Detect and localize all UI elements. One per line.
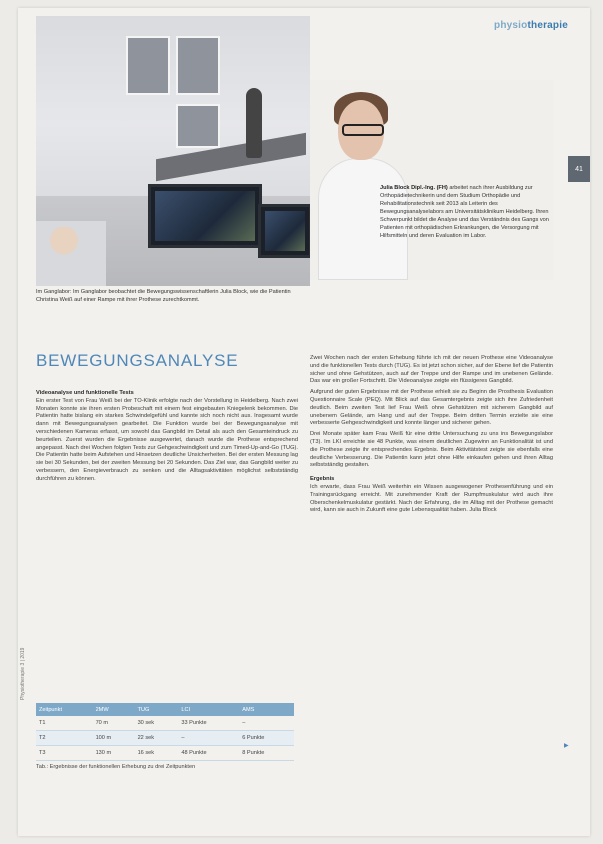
table-header: Zeitpunkt	[36, 703, 93, 716]
right-paragraph-4: Ich erwarte, dass Frau Weiß weiterhin ein Wissen ausgewogener Prothesenführung und ein Trainingsrückgang erreicht. Mit zunehmender Kraft der Rumpfmuskulatur wird auch ihre Oberschenkelmuskulatur gestärkt. Nach der Erfahrung, die im Alltag mit der Prothese gemacht wird, kann sie auch in Zukunft eine gute Lebensqualität haben. Julia Block	[310, 483, 553, 514]
portrait-name: Julia Block Dipl.-Ing. (FH)	[380, 185, 448, 191]
table-row	[36, 716, 294, 731]
glasses-icon	[342, 124, 384, 136]
article-title: BEWEGUNGSANALYSE	[36, 351, 239, 370]
portrait-photo	[310, 80, 553, 280]
table-cell: T2	[36, 731, 93, 746]
right-paragraph-1: Zwei Wochen nach der ersten Erhebung führte ich mit der neuen Prothese eine Videoanalyse und die funktionellen Tests durch (TUG). Es ist jetzt schon sicher, auf der Ebene lief die Patientin sicher und ohne Gehstützen, auch auf der Treppe und der Rampe und im unebenen Gelände. Das war ein großer Fortschritt. Die Videoanalyse zeigte ein flüssigeres Gangbild.	[310, 355, 554, 385]
table-cell: 8 Punkte	[239, 746, 294, 761]
table-cell: 22 sek	[135, 731, 179, 746]
table-cell: 30 sek	[135, 716, 179, 731]
table-header: AMS	[239, 703, 294, 716]
table-header: 2MW	[93, 703, 135, 716]
lab-photo	[36, 16, 310, 286]
article-left-column	[36, 390, 298, 484]
results-table	[36, 703, 294, 761]
section-label-suffix: therapie	[527, 20, 568, 31]
table-row	[36, 746, 294, 761]
table-header: TUG	[135, 703, 179, 716]
section-label-prefix: physio	[494, 20, 528, 31]
table-cell: –	[178, 731, 239, 746]
article-right-column	[310, 355, 553, 515]
table-cell: 48 Punkte	[178, 746, 239, 761]
lab-window	[176, 36, 220, 95]
table-row	[36, 731, 294, 746]
table-cell: 16 sek	[135, 746, 179, 761]
portrait-bio: arbeitet nach ihrer Ausbildung zur Orthopädietechnikerin und dem Studium Orthopädie und Rehabilitationstechnik seit 2013 als Leiterin des Bewegungsanalyselabors am Universitätsklinikum Heidelberg. Ihren Schwerpunkt bildet die Analyse und das Verständnis des Gangs von Patienten mit orthopädischen Erkrankungen, die Versorgung mit Hilfsmitteln und deren Evaluation im Labor.	[380, 185, 549, 239]
portrait-caption	[380, 184, 552, 240]
table-cell: T1	[36, 716, 93, 731]
lab-photo-caption: Im Ganglabor: Im Ganglabor beobachtet die Bewegungswissenschaftlerin Julia Block, wie die Patientin Christina Weiß auf einer Rampe mit ihrer Prothese zurechtkommt.	[36, 289, 291, 303]
right-paragraph-3: Drei Monate später kam Frau Weiß für eine dritte Untersuchung zu uns ins Bewegungslabor (T3). Im LKI erreichte sie 48 Punkte, was einem deutlichen Zugewinn an Funktionalität ist und die Prothese zeigte ihr entsprechendes Ergebnis. Beim Aktivitätstest zeigte sie ebenfalls eine deutliche Verbesserung. Die Patientin kann jetzt ohne Hilfe einkaufen gehen und ihren Alltag selbstständig gestalten.	[310, 431, 553, 469]
table-cell: –	[239, 716, 294, 731]
table-cell: 6 Punkte	[239, 731, 294, 746]
right-paragraph-2: Aufgrund der guten Ergebnisse mit der Prothese erhielt sie zu Beginn die Prosthesis Evaluation Questionnaire Scale (PEQ). Mit Blick auf das Gesamtergebnis zeigte sich ihre Zufriedenheit deutlich. Beim zweiten Test lief Frau Weiß ohne Gehstützen mit sicherem Gangbild auf unebenem Gelände, am Hang und auf der Treppe. Beim dritten Termin erzielte sie eine verbesserte Gehgeschwindigkeit und konnte länger und sicherer gehen.	[310, 389, 553, 427]
table-cell: T3	[36, 746, 93, 761]
margin-note: Physiotherapie 3 | 2019	[20, 647, 26, 700]
table-cell: 130 m	[93, 746, 135, 761]
right-subhead: Ergebnis	[310, 476, 335, 483]
observer-figure	[36, 221, 106, 286]
left-paragraph: Ein erster Test von Frau Weiß bei der TO-Klinik erfolgte nach der Vorstellung in Heidelberg. Nach zwei Monaten konnte sie ihren ersten Probeschaft mit einem fest eingebauten Kniegelenk bekommen. Die Patientin hatte bislang ein starkes Schwindelgefühl und kannte sich noch nicht aus. Insgesamt wurde dann mit Bewegungsanalysen gearbeitet. Die Funktion wurde bei der Bewegungsanalyse mit verschiedenen Kameras erfasst, um sowohl das Gangbild im Detail als auch den Gesamteindruck zu beurteilen. Zuerst wurden die Ergebnisse ausgewertet, danach wurde die Prothese entsprechend angepasst. Nach drei Wochen folgten Tests zur Gehgeschwindigkeit und zum Timed-Up-and-Go (TUG). Die Patientin hatte beim Aufstehen und Hinsetzen deutliche Unsicherheiten. Bei der ersten Messung lag sie bei 30 Sekunden, bei der zweiten Messung bei 20 Sekunden. Das Ziel war, das Gangbild weiter zu verbessern, den Energieverbrauch zu senken und die Alltagsaktivitäten möglichst selbstständig durchführen zu können.	[36, 397, 298, 482]
table-header: LCI	[178, 703, 239, 716]
second-monitor	[258, 204, 310, 258]
table-cell: 70 m	[93, 716, 135, 731]
analysis-monitor	[148, 184, 262, 248]
next-page-arrow-icon: ▶	[564, 743, 569, 749]
patient-figure	[246, 88, 262, 158]
page-number: 41	[568, 156, 590, 182]
lab-window	[126, 36, 170, 95]
table-caption: Tab.: Ergebnisse der funktionellen Erhebung zu drei Zeitpunkten	[36, 764, 196, 770]
left-subhead: Videoanalyse und funktionelle Tests	[36, 390, 134, 396]
lab-window	[176, 104, 220, 148]
section-label	[494, 20, 568, 31]
table-cell: 100 m	[93, 731, 135, 746]
table-cell: 33 Punkte	[178, 716, 239, 731]
